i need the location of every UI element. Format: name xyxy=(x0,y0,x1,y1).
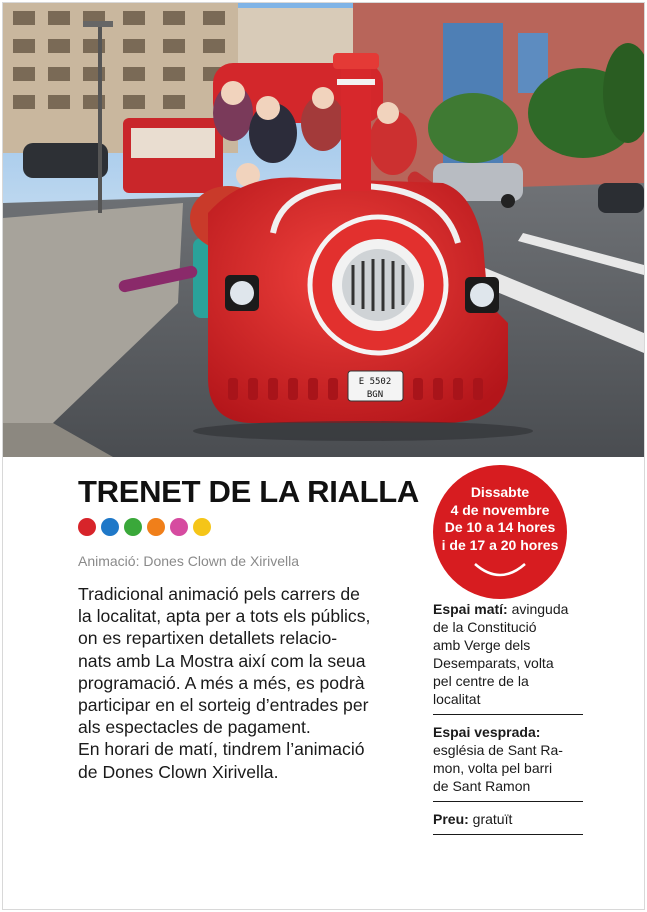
category-dot-red xyxy=(78,518,96,536)
category-dot-orange xyxy=(147,518,165,536)
evening-location-text: església de Sant Ra- mon, volta pel barri de Sant Ramon xyxy=(433,742,563,794)
category-dots xyxy=(78,518,211,536)
morning-location xyxy=(433,600,583,710)
schedule-day: Dissabte xyxy=(470,484,530,500)
schedule-evening-hours: i de 17 a 20 hores xyxy=(441,536,559,553)
event-title: TRENET DE LA RIALLA xyxy=(78,474,420,509)
description-paragraph-1: Tradicional animació pels carrers de la localitat, apta per a tots els públics, on es repartixen detallets relacio- nats amb La Mostra així com la seua programació. A més a més, es podrà participar en el sorteig d’entrades per als espectacles de pagament. xyxy=(78,584,371,738)
divider xyxy=(433,801,583,802)
event-description xyxy=(78,583,418,783)
schedule-badge xyxy=(433,465,567,599)
category-dot-pink xyxy=(170,518,188,536)
price-label: Preu: xyxy=(433,811,469,827)
evening-location xyxy=(433,723,583,797)
event-photo-train xyxy=(3,3,644,457)
category-dot-green xyxy=(124,518,142,536)
morning-location-label: Espai matí: xyxy=(433,601,508,617)
divider xyxy=(433,834,583,835)
divider xyxy=(433,714,583,715)
category-dot-yellow xyxy=(193,518,211,536)
schedule-morning-hours: De 10 a 14 hores xyxy=(444,519,556,535)
event-subtitle: Animació: Dones Clown de Xirivella xyxy=(78,553,299,569)
price xyxy=(433,810,583,830)
price-text: gratuït xyxy=(468,811,513,827)
event-details-sidebar xyxy=(433,600,583,843)
evening-location-label: Espai vesprada: xyxy=(433,724,541,740)
category-dot-blue xyxy=(101,518,119,536)
morning-location-text: avinguda de la Constitució amb Verge dels Desemparats, volta pel centre de la localitat xyxy=(433,601,569,707)
license-plate-line2: BGN xyxy=(366,390,384,400)
description-paragraph-2: En horari de matí, tindrem l’animació de Dones Clown Xirivella. xyxy=(78,739,365,782)
schedule-date: 4 de novembre xyxy=(450,501,550,518)
license-plate-line1: E 5502 xyxy=(358,377,392,387)
